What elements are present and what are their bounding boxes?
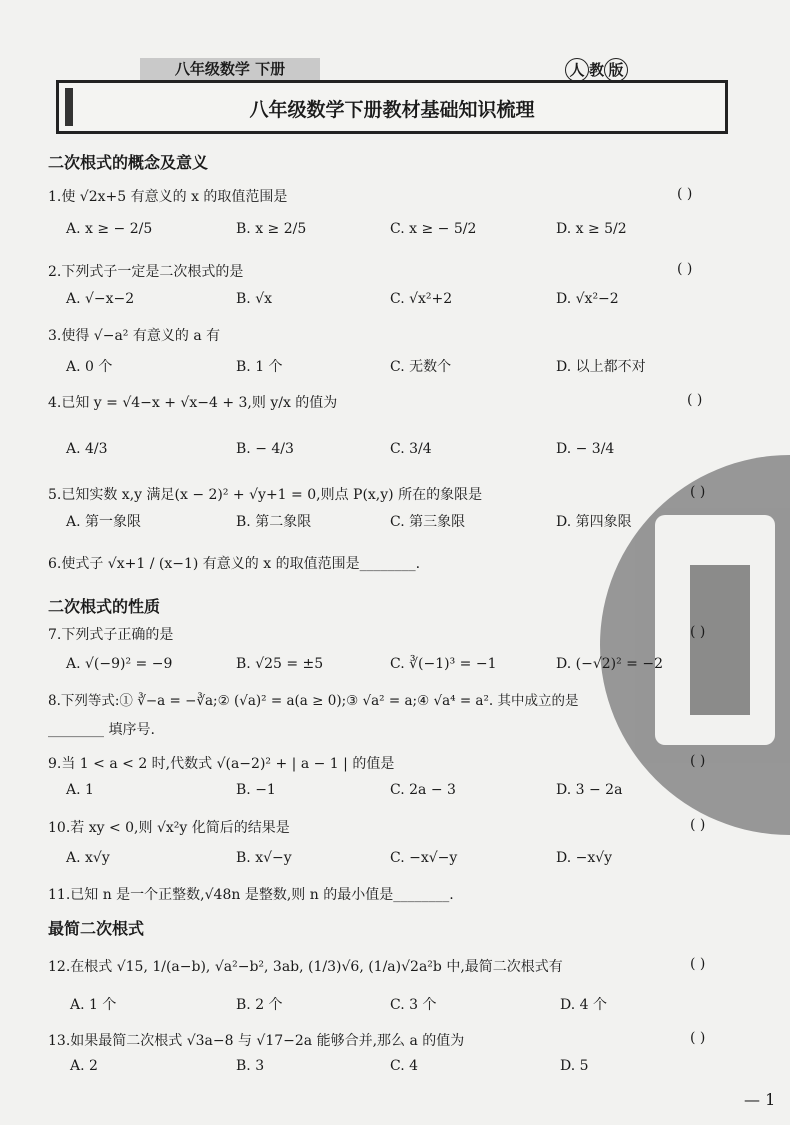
option: A. 2 [70,1058,98,1074]
option: D. 5 [560,1058,589,1074]
answer-paren: ( ) [690,484,706,500]
question-8: 8.下列等式:① ∛−a = −∛a;② (√a)² = a(a ≥ 0);③ √a² = a;④ √a⁴ = a². 其中成立的是 [48,693,579,709]
option: D. (−√2)² = −2 [556,656,663,672]
option: A. 1 个 [70,997,117,1013]
option: B. 3 [236,1058,265,1074]
option: A. 1 [66,782,94,798]
watermark-inner-dark [690,565,750,715]
page-number: — 1 [744,1090,776,1109]
answer-paren: ( ) [677,261,693,277]
option: D. √x²−2 [556,291,619,307]
option: C. 第三象限 [390,514,466,530]
question-10: 10.若 xy < 0,则 √x²y 化简后的结果是 [48,820,290,836]
option: C. 无数个 [390,359,452,375]
answer-paren: ( ) [690,624,706,640]
option: D. − 3/4 [556,441,615,457]
option: D. 以上都不对 [556,359,646,375]
option: B. 1 个 [236,359,283,375]
option: C. 4 [390,1058,419,1074]
answer-paren: ( ) [690,753,706,769]
option: B. 2 个 [236,997,283,1013]
answer-paren: ( ) [690,817,706,833]
page-title: 八年级数学下册教材基础知识梳理 [249,99,535,121]
answer-paren: ( ) [677,186,693,202]
edition-char: 教 [589,61,605,79]
question-4: 4.已知 y = √4−x + √x−4 + 3,则 y/x 的值为 [48,395,338,411]
edition-badge [565,58,628,82]
question-3: 3.使得 √−a² 有意义的 a 有 [48,328,221,344]
question-7: 7.下列式子正确的是 [48,627,174,643]
option: D. x ≥ 5/2 [556,221,627,237]
question-6: 6.使式子 √x+1 / (x−1) 有意义的 x 的取值范围是________. [48,556,421,572]
option: D. −x√y [556,850,613,866]
question-8-continued: ________ 填序号. [48,722,155,738]
section-heading: 最简二次根式 [48,919,145,938]
question-1: 1.使 √2x+5 有意义的 x 的取值范围是 [48,189,288,205]
question-2: 2.下列式子一定是二次根式的是 [48,264,244,280]
edition-char: 版 [604,58,628,82]
option: C. x ≥ − 5/2 [390,221,477,237]
option: B. −1 [236,782,276,798]
question-5: 5.已知实数 x,y 满足(x − 2)² + √y+1 = 0,则点 P(x,y) 所在的象限是 [48,487,483,503]
option: D. 第四象限 [556,514,632,530]
answer-paren: ( ) [687,392,703,408]
option: A. √−x−2 [66,291,135,307]
answer-paren: ( ) [690,956,706,972]
option: A. √(−9)² = −9 [66,656,173,672]
question-12: 12.在根式 √15, 1/(a−b), √a²−b², 3ab, (1/3)√6, (1/a)√2a²b 中,最简二次根式有 [48,959,563,975]
option: B. x√−y [236,850,292,866]
answer-paren: ( ) [690,1030,706,1046]
option: C. 2a − 3 [390,782,456,798]
option: C. 3/4 [390,441,432,457]
option: B. − 4/3 [236,441,294,457]
option: B. √25 = ±5 [236,656,324,672]
option: D. 4 个 [560,997,607,1013]
title-banner [56,80,728,134]
option: B. 第二象限 [236,514,312,530]
section-heading: 二次根式的性质 [48,597,161,616]
option: C. ∛(−1)³ = −1 [390,656,497,672]
option: B. x ≥ 2/5 [236,221,307,237]
option: C. 3 个 [390,997,437,1013]
option: A. x√y [66,850,110,866]
option: A. 4/3 [66,441,108,457]
question-11: 11.已知 n 是一个正整数,√48n 是整数,则 n 的最小值是________. [48,887,454,903]
option: B. √x [236,291,273,307]
option: A. 第一象限 [66,514,142,530]
option: D. 3 − 2a [556,782,623,798]
option: C. √x²+2 [390,291,453,307]
option: C. −x√−y [390,850,458,866]
grade-tab: 八年级数学 下册 [140,58,320,80]
question-13: 13.如果最简二次根式 √3a−8 与 √17−2a 能够合并,那么 a 的值为 [48,1033,465,1049]
option: A. x ≥ − 2/5 [66,221,153,237]
option: A. 0 个 [66,359,113,375]
question-9: 9.当 1 < a < 2 时,代数式 √(a−2)² + | a − 1 | 的值是 [48,756,395,772]
section-heading: 二次根式的概念及意义 [48,153,209,172]
edition-char: 人 [565,58,589,82]
